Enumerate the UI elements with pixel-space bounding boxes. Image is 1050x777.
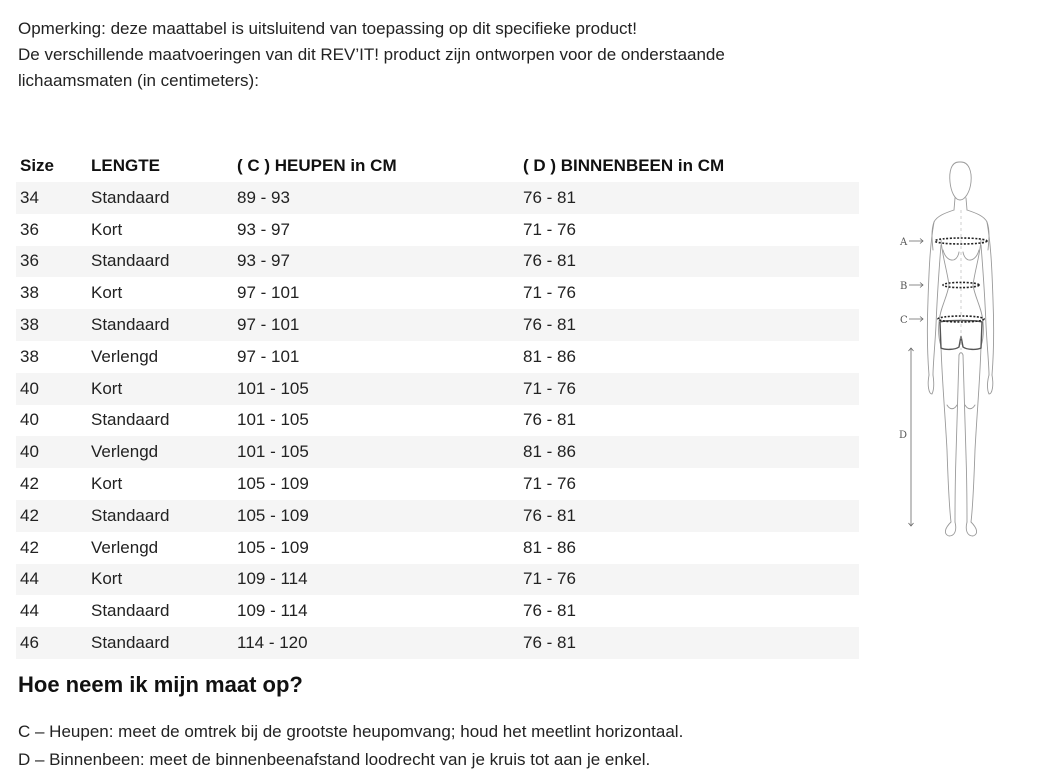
cell-hips: 101 - 105 xyxy=(233,373,519,405)
cell-size: 38 xyxy=(16,309,87,341)
cell-inseam: 81 - 86 xyxy=(519,532,859,564)
cell-inseam: 71 - 76 xyxy=(519,373,859,405)
cell-hips: 93 - 97 xyxy=(233,214,519,246)
intro-description: De verschillende maatvoeringen van dit REV’IT! product zijn ontworpen voor de onderstaande xyxy=(18,45,725,64)
label-b xyxy=(900,281,923,292)
table-row xyxy=(16,182,859,214)
cell-length: Standaard xyxy=(87,246,233,278)
table-row xyxy=(16,436,859,468)
cell-hips: 97 - 101 xyxy=(233,277,519,309)
label-c xyxy=(900,315,923,326)
cell-size: 40 xyxy=(16,405,87,437)
table-row xyxy=(16,277,859,309)
label-d xyxy=(899,348,914,526)
cell-hips: 89 - 93 xyxy=(233,182,519,214)
measurement-instructions xyxy=(18,718,918,774)
table-row xyxy=(16,309,859,341)
size-table xyxy=(16,150,859,659)
cell-size: 36 xyxy=(16,214,87,246)
cell-size: 40 xyxy=(16,436,87,468)
cell-length: Kort xyxy=(87,468,233,500)
cell-size: 38 xyxy=(16,277,87,309)
cell-length: Verlengd xyxy=(87,341,233,373)
cell-inseam: 76 - 81 xyxy=(519,246,859,278)
cell-length: Kort xyxy=(87,373,233,405)
measure-label-b: B xyxy=(900,281,908,292)
cell-hips: 97 - 101 xyxy=(233,341,519,373)
cell-inseam: 76 - 81 xyxy=(519,309,859,341)
instruction-inseam: D – Binnenbeen: meet de binnenbeenafstand loodrecht van je kruis tot aan je enkel. xyxy=(18,750,651,769)
cell-size: 40 xyxy=(16,373,87,405)
cell-length: Kort xyxy=(87,564,233,596)
cell-size: 42 xyxy=(16,500,87,532)
cell-hips: 101 - 105 xyxy=(233,436,519,468)
table-row xyxy=(16,595,859,627)
cell-hips: 93 - 97 xyxy=(233,246,519,278)
header-length: LENGTE xyxy=(91,156,160,175)
cell-length: Standaard xyxy=(87,405,233,437)
cell-size: 38 xyxy=(16,341,87,373)
instruction-hips: C – Heupen: meet de omtrek bij de grootste heupomvang; houd het meetlint horizontaal. xyxy=(18,722,684,741)
table-row xyxy=(16,532,859,564)
body-measurement-figure xyxy=(893,150,1033,545)
cell-hips: 105 - 109 xyxy=(233,468,519,500)
cell-length: Standaard xyxy=(87,309,233,341)
howto-title: Hoe neem ik mijn maat op? xyxy=(18,672,303,697)
cell-size: 42 xyxy=(16,532,87,564)
cell-inseam: 71 - 76 xyxy=(519,468,859,500)
cell-hips: 105 - 109 xyxy=(233,532,519,564)
cell-inseam: 71 - 76 xyxy=(519,214,859,246)
header-inseam: ( D ) BINNENBEEN in CM xyxy=(523,156,725,175)
cell-hips: 101 - 105 xyxy=(233,405,519,437)
cell-inseam: 76 - 81 xyxy=(519,595,859,627)
cell-length: Standaard xyxy=(87,627,233,659)
cell-inseam: 81 - 86 xyxy=(519,436,859,468)
cell-inseam: 76 - 81 xyxy=(519,627,859,659)
cell-length: Standaard xyxy=(87,182,233,214)
size-table-body xyxy=(16,182,859,659)
measure-label-c: C xyxy=(900,315,908,326)
cell-length: Standaard xyxy=(87,500,233,532)
cell-hips: 105 - 109 xyxy=(233,500,519,532)
cell-length: Standaard xyxy=(87,595,233,627)
cell-length: Verlengd xyxy=(87,436,233,468)
table-row xyxy=(16,214,859,246)
cell-hips: 114 - 120 xyxy=(233,627,519,659)
cell-inseam: 71 - 76 xyxy=(519,277,859,309)
table-row xyxy=(16,405,859,437)
cell-inseam: 81 - 86 xyxy=(519,341,859,373)
cell-inseam: 71 - 76 xyxy=(519,564,859,596)
table-row xyxy=(16,246,859,278)
cell-size: 44 xyxy=(16,564,87,596)
body-measurement-figure-icon xyxy=(893,150,1033,545)
table-row xyxy=(16,373,859,405)
size-table-header xyxy=(16,150,859,182)
cell-size: 42 xyxy=(16,468,87,500)
table-row xyxy=(16,341,859,373)
cell-size: 36 xyxy=(16,246,87,278)
cell-length: Kort xyxy=(87,214,233,246)
cell-size: 46 xyxy=(16,627,87,659)
table-row xyxy=(16,564,859,596)
cell-size: 44 xyxy=(16,595,87,627)
table-row xyxy=(16,500,859,532)
cell-inseam: 76 - 81 xyxy=(519,182,859,214)
cell-size: 34 xyxy=(16,182,87,214)
table-row xyxy=(16,468,859,500)
cell-hips: 109 - 114 xyxy=(233,564,519,596)
table-row xyxy=(16,627,859,659)
measure-label-d: D xyxy=(899,430,908,441)
header-size: Size xyxy=(20,156,55,175)
cell-length: Kort xyxy=(87,277,233,309)
label-a xyxy=(899,237,923,248)
cell-hips: 97 - 101 xyxy=(233,309,519,341)
cell-length: Verlengd xyxy=(87,532,233,564)
measure-label-a: A xyxy=(900,237,908,248)
intro-text xyxy=(18,16,818,94)
cell-hips: 109 - 114 xyxy=(233,595,519,627)
intro-description-cont: lichaamsmaten (in centimeters): xyxy=(18,71,259,90)
intro-note: Opmerking: deze maattabel is uitsluitend van toepassing op dit specifieke product! xyxy=(18,19,637,38)
cell-inseam: 76 - 81 xyxy=(519,405,859,437)
header-hips: ( C ) HEUPEN in CM xyxy=(237,156,397,175)
cell-inseam: 76 - 81 xyxy=(519,500,859,532)
